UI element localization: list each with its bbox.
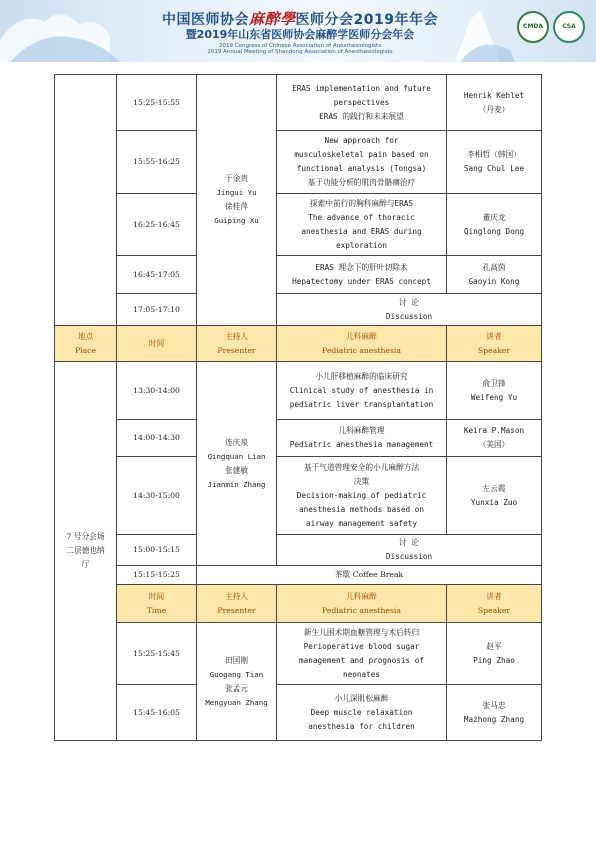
presenter-header: 主持人 Presenter bbox=[197, 585, 277, 623]
time-cell: 15:00-15:15 bbox=[117, 535, 197, 566]
table-row bbox=[55, 535, 542, 566]
time-cell: 15:25-15:45 bbox=[117, 623, 197, 685]
topic-cell: ERAS 理念下的肝叶切除术 Hepatectomy under ERAS concept bbox=[277, 256, 447, 294]
topic-cell: 儿科麻醉管理 Pediatric anesthesia management bbox=[277, 420, 447, 457]
table-row bbox=[55, 685, 542, 741]
speaker-cell: Henrik Kehlet （丹麦） bbox=[447, 75, 542, 131]
speaker-cell: Keira P.Mason （美国） bbox=[447, 420, 542, 457]
time-cell: 16:25-16:45 bbox=[117, 194, 197, 256]
topic-cell: 探索中前行的胸科麻醉与ERAS The advance of thoracic anesthesia and ERAS during exploration bbox=[277, 194, 447, 256]
table-row bbox=[55, 131, 542, 194]
speaker-header: 讲者 Speaker bbox=[447, 585, 542, 623]
coffee-break-row bbox=[55, 566, 542, 585]
time-cell: 17:05-17:10 bbox=[117, 294, 197, 326]
table-row bbox=[55, 75, 542, 131]
speaker-cell: 董庆龙 Qinglong Dong bbox=[447, 194, 542, 256]
presenter-cell: 田国刚 Guogang Tian 张孟元 Mengyuan Zhang bbox=[197, 623, 277, 741]
time-cell: 15:15-15:25 bbox=[117, 566, 197, 585]
time-cell: 15:45-16:05 bbox=[117, 685, 197, 741]
session-title-header: 儿科麻醉 Pediatric anesthesia bbox=[277, 326, 447, 362]
topic-cell: 新生儿围术期血糖管理与术后转归 Perioperative blood sugar management and prognosis of neonates bbox=[277, 623, 447, 685]
presenter-header: 主持人 Presenter bbox=[197, 326, 277, 362]
table-row bbox=[55, 362, 542, 420]
presenter-cell: 连庆泉 Qingquan Lian 张建敏 Jianmin Zhang bbox=[197, 362, 277, 566]
time-cell: 15:25-15:55 bbox=[117, 75, 197, 131]
topic-cell: 基于气道管理安全的小儿麻醉方法 决策 Decision-making of pediatric anesthesia methods based on airway management safety bbox=[277, 457, 447, 535]
speaker-cell: 李相哲（韩国） Sang Chul Lee bbox=[447, 131, 542, 194]
speaker-header: 讲者 Speaker bbox=[447, 326, 542, 362]
banner-english-line-2: 2019 Annual Meeting of Shandong Association of Anesthesiologists bbox=[207, 49, 393, 55]
presenter-cell: 于金贵 Jingui Yu 徐桂萍 Guiping Xu bbox=[197, 75, 277, 326]
conference-banner bbox=[0, 0, 596, 62]
table-row bbox=[55, 623, 542, 685]
speaker-cell: 左云霞 Yunxia Zuo bbox=[447, 457, 542, 535]
banner-subtitle: 暨2019年山东省医师协会麻醉学医师分会年会 bbox=[185, 28, 415, 41]
venue-cell: 7 号分会场 二层德也纳 厅 bbox=[55, 362, 117, 741]
table-row bbox=[55, 457, 542, 535]
discussion-cell: 讨 论 Discussion bbox=[277, 294, 542, 326]
table-row bbox=[55, 256, 542, 294]
time-header: 时间 Time bbox=[117, 585, 197, 623]
time-cell: 14:30-15:00 bbox=[117, 457, 197, 535]
speaker-cell: 俞卫锋 Weifeng Yu bbox=[447, 362, 542, 420]
speaker-cell: 张马忠 Mazhong Zhang bbox=[447, 685, 542, 741]
session-header-row bbox=[55, 585, 542, 623]
table-row bbox=[55, 294, 542, 326]
cmda-logo: CMDA bbox=[517, 11, 549, 43]
speaker-cell: 赵平 Ping Zhao bbox=[447, 623, 542, 685]
csa-logo: CSA bbox=[553, 11, 585, 43]
time-cell: 16:45-17:05 bbox=[117, 256, 197, 294]
schedule-table bbox=[54, 74, 542, 741]
time-cell: 14:00-14:30 bbox=[117, 420, 197, 457]
topic-cell: 小儿深肌松麻醉 Deep muscle relaxation anesthesia for children bbox=[277, 685, 447, 741]
banner-title: 中国医师协会麻醉學医师分会2019年年会 bbox=[162, 10, 438, 28]
session-title-header: 儿科麻醉 Pediatric anesthesia bbox=[277, 585, 447, 623]
banner-english-line-1: 2019 Congress of Chinese Association of Anesthesiologists bbox=[219, 43, 381, 49]
session-header-row bbox=[55, 326, 542, 362]
coffee-break-cell: 茶歇 Coffee Break bbox=[197, 566, 542, 585]
place-header: 地点 Place bbox=[55, 326, 117, 362]
table-row bbox=[55, 194, 542, 256]
time-cell: 15:55-16:25 bbox=[117, 131, 197, 194]
speaker-cell: 孔高茵 Gaoyin Kong bbox=[447, 256, 542, 294]
topic-cell: New approach for musculoskeletal pain based on functional analysis (Tongsa) 基于功能分析的肌肉骨骼痛治疗 bbox=[277, 131, 447, 194]
time-header: 时间 bbox=[117, 326, 197, 362]
venue-cell-empty bbox=[55, 75, 117, 326]
table-row bbox=[55, 420, 542, 457]
time-cell: 13:30-14:00 bbox=[117, 362, 197, 420]
discussion-cell: 讨 论 Discussion bbox=[277, 535, 542, 566]
topic-cell: ERAS implementation and future perspectives ERAS 的践行和未来展望 bbox=[277, 75, 447, 131]
topic-cell: 小儿肝移植麻醉的临床研究 Clinical study of anesthesia in pediatric liver transplantation bbox=[277, 362, 447, 420]
